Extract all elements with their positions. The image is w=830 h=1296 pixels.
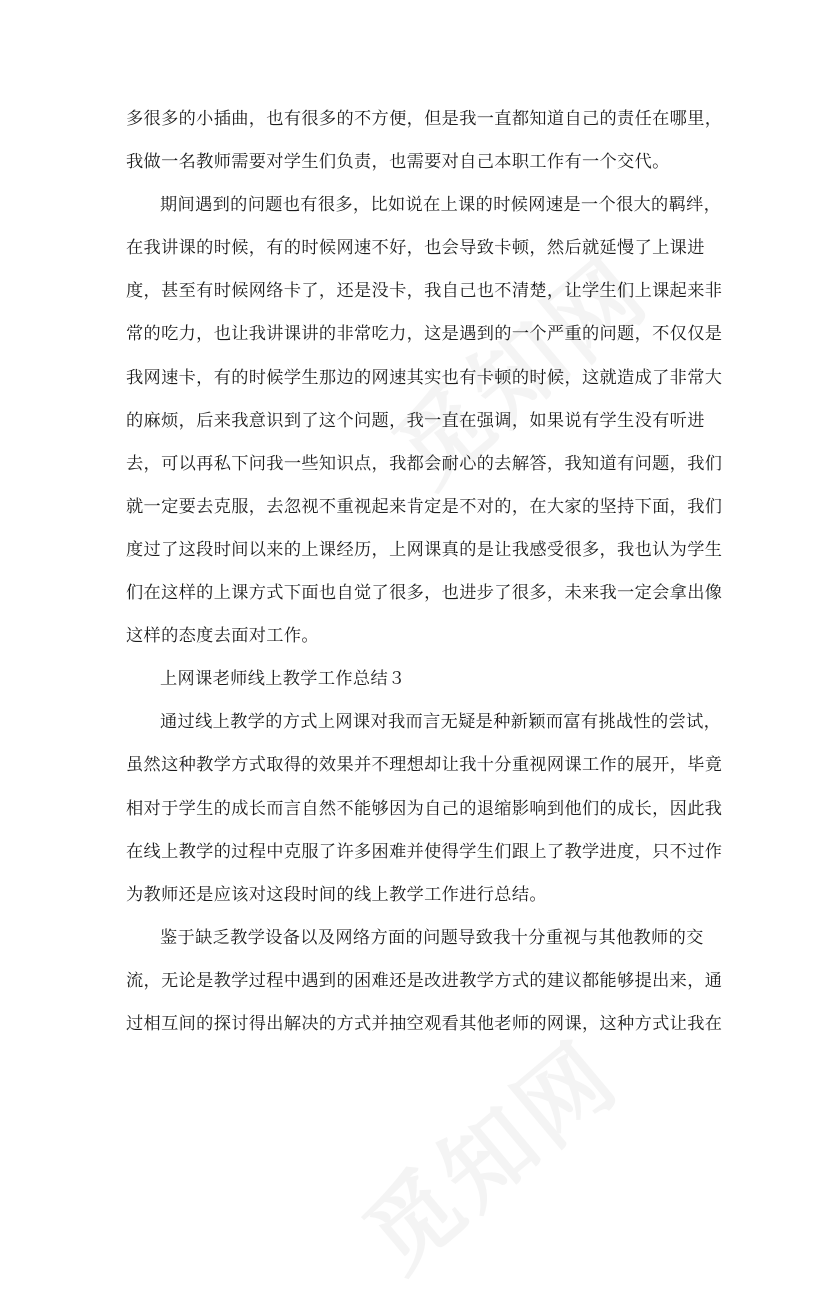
text-line: 鉴于缺乏教学设备以及网络方面的问题导致我十分重视与其他教师的交 <box>160 927 704 948</box>
paragraph <box>126 917 723 1046</box>
text-line: 在线上教学的过程中克服了许多困难并使得学生们跟上了教学进度，只不过作 <box>126 841 723 862</box>
text-line: 虽然这种教学方式取得的效果并不理想却让我十分重视网课工作的展开，毕竟 <box>126 755 723 776</box>
text-line: 过相互间的探讨得出解决的方式并抽空观看其他老师的网课，这种方式让我在 <box>126 1013 723 1034</box>
text-line: 我做一名教师需要对学生们负责，也需要对自己本职工作有一个交代。 <box>126 152 670 173</box>
text-line: 们在这样的上课方式下面也自觉了很多，也进步了很多，未来我一定会拿出像 <box>126 583 723 604</box>
text-line: 度过了这段时间以来的上课经历，上网课真的是让我感受很多，我也认为学生 <box>126 539 723 560</box>
section-heading: 上网课老师线上教学工作总结３ <box>160 669 406 690</box>
text-line: 在我讲课的时候，有的时候网速不好，也会导致卡顿，然后就延慢了上课进 <box>126 238 705 259</box>
text-line: 为教师还是应该对这段时间的线上教学工作进行总结。 <box>126 884 547 905</box>
text-line: 的麻烦，后来我意识到了这个问题，我一直在强调，如果说有学生没有听进 <box>126 410 705 431</box>
paragraph <box>126 98 723 184</box>
text-line: 就一定要去克服，去忽视不重视起来肯定是不对的，在大家的坚持下面，我们 <box>126 496 723 517</box>
watermark <box>332 1006 642 1296</box>
document-body <box>126 98 723 1046</box>
text-line: 这样的态度去面对工作。 <box>126 626 319 647</box>
text-line: 相对于学生的成长而言自然不能够因为自己的退缩影响到他们的成长，因此我 <box>126 798 723 819</box>
text-line: 度，甚至有时候网络卡了，还是没卡，我自己也不清楚，让学生们上课起来非 <box>126 281 723 302</box>
text-line: 流，无论是教学过程中遇到的困难还是改进教学方式的建议都能够提出来，通 <box>126 970 723 991</box>
text-line: 通过线上教学的方式上网课对我而言无疑是种新颖而富有挑战性的尝试， <box>160 712 722 733</box>
text-line: 多很多的小插曲，也有很多的不方便，但是我一直都知道自己的责任在哪里， <box>126 109 723 129</box>
text-line: 我网速卡，有的时候学生那边的网速其实也有卡顿的时候，这就造成了非常大 <box>126 367 723 388</box>
paragraph <box>126 701 723 916</box>
paragraph <box>126 184 723 658</box>
text-line: 期间遇到的问题也有很多，比如说在上课的时候网速是一个很大的羁绊， <box>160 195 722 216</box>
text-line: 去，可以再私下问我一些知识点，我都会耐心的去解答，我知道有问题，我们 <box>126 453 723 474</box>
text-line: 常的吃力，也让我讲课讲的非常吃力，这是遇到的一个严重的问题，不仅仅是 <box>126 324 723 345</box>
